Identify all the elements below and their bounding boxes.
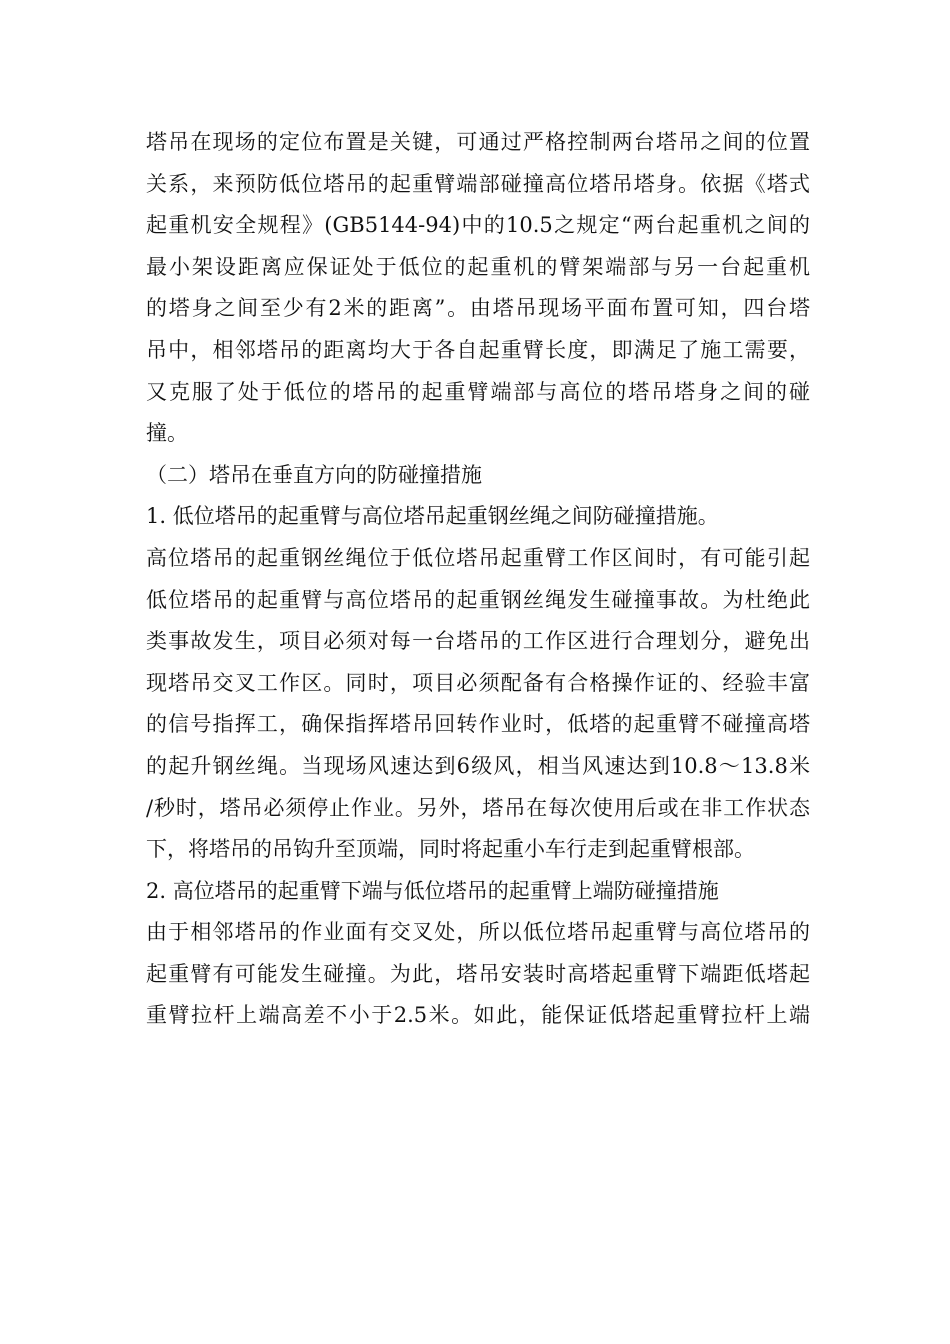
text-line: 现塔吊交叉工作区。同时，项目必须配备有合格操作证的、经验丰富 — [146, 670, 810, 695]
text-line: 重臂拉杆上端高差不小于2.5米。如此，能保证低塔起重臂拉杆上端 — [146, 1003, 810, 1028]
text-line: 吊中，相邻塔吊的距离均大于各自起重臂长度，即满足了施工需要， — [146, 337, 810, 362]
text-line: 的塔身之间至少有2米的距离”。由塔吊现场平面布置可知，四台塔 — [146, 296, 810, 321]
section-heading: （二）塔吊在垂直方向的防碰撞措施 — [146, 462, 482, 487]
text-line: 塔吊在现场的定位布置是关键，可通过严格控制两台塔吊之间的位置 — [146, 130, 810, 154]
numbered-heading: 2. 高位塔吊的起重臂下端与低位塔吊的起重臂上端防碰撞措施 — [146, 878, 719, 903]
text-line: 又克服了处于低位的塔吊的起重臂端部与高位的塔吊塔身之间的碰 — [146, 379, 810, 404]
body-text — [146, 122, 810, 1037]
text-line: 类事故发生，项目必须对每一台塔吊的工作区进行合理划分，避免出 — [146, 629, 810, 654]
text-line: 下，将塔吊的吊钩升至顶端，同时将起重小车行走到起重臂根部。 — [146, 837, 755, 862]
text-line: 低位塔吊的起重臂与高位塔吊的起重钢丝绳发生碰撞事故。为杜绝此 — [146, 587, 810, 612]
text-line: 的信号指挥工，确保指挥塔吊回转作业时，低塔的起重臂不碰撞高塔 — [146, 712, 810, 737]
text-line: /秒时，塔吊必须停止作业。另外，塔吊在每次使用后或在非工作状态 — [146, 795, 810, 820]
text-line: 最小架设距离应保证处于低位的起重机的臂架端部与另一台起重机 — [146, 254, 810, 279]
text-line: 高位塔吊的起重钢丝绳位于低位塔吊起重臂工作区间时，有可能引起 — [146, 545, 810, 570]
text-line: 由于相邻塔吊的作业面有交叉处，所以低位塔吊起重臂与高位塔吊的 — [146, 920, 810, 945]
text-line: 撞。 — [146, 421, 188, 446]
text-line: 起重机安全规程》(GB5144-94)中的10.5之规定“两台起重机之间的 — [146, 213, 810, 238]
text-line: 起重臂有可能发生碰撞。为此，塔吊安装时高塔起重臂下端距低塔起 — [146, 961, 810, 986]
text-line: 的起升钢丝绳。当现场风速达到6级风，相当风速达到10.8～13.8米 — [146, 753, 810, 778]
text-line: 关系，来预防低位塔吊的起重臂端部碰撞高位塔吊塔身。依据《塔式 — [146, 171, 810, 196]
numbered-heading: 1. 低位塔吊的起重臂与高位塔吊起重钢丝绳之间防碰撞措施。 — [146, 504, 719, 529]
